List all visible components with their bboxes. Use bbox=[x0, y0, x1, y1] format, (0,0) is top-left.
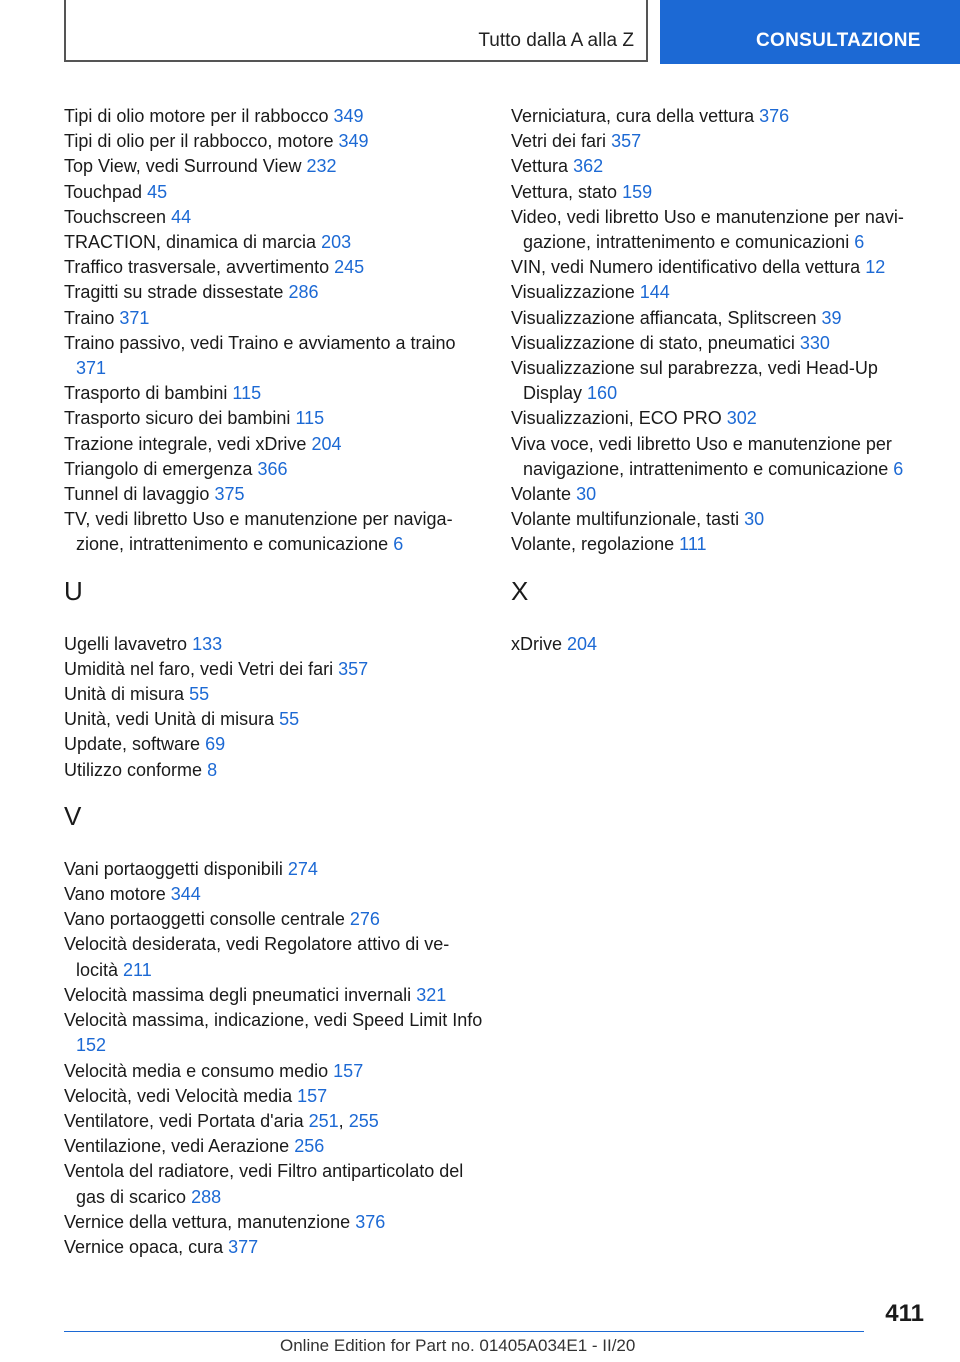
index-entry bbox=[511, 255, 931, 280]
page-reference-link[interactable]: 371 bbox=[119, 307, 150, 328]
index-entry bbox=[511, 306, 931, 331]
header-title: Tutto dalla A alla Z bbox=[478, 30, 634, 51]
index-entry bbox=[64, 882, 484, 907]
index-entry-text: Triangolo di emergenza bbox=[64, 458, 253, 479]
index-entry bbox=[511, 129, 931, 154]
page-reference-link[interactable]: 362 bbox=[573, 156, 604, 177]
index-entry bbox=[511, 205, 931, 255]
page-reference-link[interactable]: 111 bbox=[679, 534, 707, 555]
page-reference-link[interactable]: 8 bbox=[207, 759, 218, 780]
page-reference-link[interactable]: 357 bbox=[611, 131, 642, 152]
index-entry bbox=[64, 1159, 484, 1209]
index-entry bbox=[64, 180, 484, 205]
index-entry-text: Trasporto di bambini bbox=[64, 383, 228, 404]
index-entry bbox=[64, 129, 484, 154]
index-entry-text: Ventola del radiatore, vedi Filtro antiparticolato del gas di scarico bbox=[64, 1161, 464, 1207]
index-entry-text: xDrive bbox=[511, 633, 563, 654]
page-reference-link[interactable]: 204 bbox=[311, 433, 342, 454]
page-separator: , bbox=[338, 1110, 344, 1131]
page-reference-link[interactable]: 376 bbox=[759, 106, 790, 126]
page-reference-link[interactable]: 255 bbox=[348, 1110, 379, 1131]
index-entry bbox=[64, 507, 484, 557]
index-letter-heading: U bbox=[64, 575, 83, 606]
header-section-tab bbox=[660, 0, 960, 64]
index-entry bbox=[64, 381, 484, 406]
index-entry-text: Vani portaoggetti disponibili bbox=[64, 858, 283, 879]
index-entry bbox=[64, 657, 484, 682]
index-entry-text: Vano motore bbox=[64, 884, 166, 905]
page-reference-link[interactable]: 152 bbox=[76, 1035, 107, 1056]
page-reference-link[interactable]: 349 bbox=[333, 106, 364, 126]
page-reference-link[interactable]: 159 bbox=[622, 181, 653, 202]
page-reference-link[interactable]: 274 bbox=[287, 858, 318, 879]
page-reference-link[interactable]: 251 bbox=[308, 1110, 339, 1131]
index-entry-text: TV, vedi libretto Uso e manutenzione per navigazione, intrattenimento e comunicazione bbox=[64, 509, 453, 555]
index-entry bbox=[64, 932, 484, 982]
index-entry-text: Traino bbox=[64, 307, 115, 328]
page-reference-link[interactable]: 6 bbox=[393, 534, 404, 555]
index-entry bbox=[511, 356, 931, 406]
index-entry bbox=[64, 632, 484, 657]
index-entry bbox=[64, 857, 484, 882]
header-section-label: CONSULTAZIONE bbox=[756, 30, 921, 51]
page-reference-link[interactable]: 288 bbox=[191, 1186, 222, 1207]
page-reference-link[interactable]: 376 bbox=[355, 1211, 386, 1232]
index-entry-text: Velocità media e consumo medio bbox=[64, 1060, 329, 1081]
page-reference-link[interactable]: 245 bbox=[334, 257, 365, 278]
index-entry-text: Traino passivo, vedi Traino e avviamento a traino bbox=[64, 332, 456, 353]
page-reference-link[interactable]: 39 bbox=[821, 307, 842, 328]
page-reference-link[interactable]: 204 bbox=[567, 633, 598, 654]
page-reference-link[interactable]: 55 bbox=[189, 684, 210, 705]
index-entry-text: Viva voce, vedi libretto Uso e manutenzione per navigazione, intrattenimento e comunicazione bbox=[511, 433, 892, 479]
page-reference-link[interactable]: 276 bbox=[349, 909, 380, 930]
page-reference-link[interactable]: 375 bbox=[214, 484, 245, 505]
index-entry-text: Visualizzazione di stato, pneumatici bbox=[511, 332, 795, 353]
index-entry-text: Visualizzazioni, ECO PRO bbox=[511, 408, 722, 429]
index-entry bbox=[64, 306, 484, 331]
page-reference-link[interactable]: 115 bbox=[295, 408, 325, 429]
page-reference-link[interactable]: 377 bbox=[228, 1236, 259, 1257]
page-reference-link[interactable]: 330 bbox=[799, 332, 830, 353]
index-entry-text: Unità, vedi Unità di misura bbox=[64, 709, 275, 730]
index-entry bbox=[64, 983, 484, 1008]
index-entry-text: Update, software bbox=[64, 734, 201, 755]
index-entry-text: Volante multifunzionale, tasti bbox=[511, 509, 740, 530]
page-reference-link[interactable]: 30 bbox=[744, 509, 765, 530]
index-entry-text: Trasporto sicuro dei bambini bbox=[64, 408, 291, 429]
index-entry-text: Umidità nel faro, vedi Vetri dei fari bbox=[64, 658, 334, 679]
index-entry bbox=[64, 432, 484, 457]
index-entry bbox=[64, 104, 484, 129]
index-entry-text: Top View, vedi Surround View bbox=[64, 156, 302, 177]
page-number: 411 bbox=[885, 1300, 924, 1327]
index-entry-text: Tunnel di lavaggio bbox=[64, 484, 210, 505]
index-column-right bbox=[511, 104, 931, 657]
page-reference-link[interactable]: 321 bbox=[416, 984, 447, 1005]
page-reference-link[interactable]: 211 bbox=[123, 959, 152, 980]
index-entry-text: Tragitti su strade dissestate bbox=[64, 282, 284, 303]
index-entry bbox=[511, 280, 931, 305]
index-entry-text: Vettura, stato bbox=[511, 181, 618, 202]
page-reference-link[interactable]: 357 bbox=[338, 658, 369, 679]
page-reference-link[interactable]: 344 bbox=[170, 884, 201, 905]
index-entry bbox=[64, 1134, 484, 1159]
page-reference-link[interactable]: 232 bbox=[306, 156, 337, 177]
index-entry bbox=[64, 205, 484, 230]
index-entry bbox=[64, 758, 484, 783]
page-reference-link[interactable]: 160 bbox=[587, 383, 618, 404]
page-reference-link[interactable]: 157 bbox=[297, 1085, 328, 1106]
page-reference-link[interactable]: 55 bbox=[279, 709, 300, 730]
index-entry-text: Ventilatore, vedi Portata d'aria bbox=[64, 1110, 304, 1131]
page-reference-link[interactable]: 6 bbox=[854, 232, 865, 253]
index-entry bbox=[64, 280, 484, 305]
page-reference-link[interactable]: 286 bbox=[288, 282, 319, 303]
page-reference-link[interactable]: 157 bbox=[333, 1060, 364, 1081]
index-letter-heading: X bbox=[511, 575, 529, 606]
index-entry-text: Verniciatura, cura della vettura bbox=[511, 106, 755, 126]
index-entry-text: Unità di misura bbox=[64, 684, 185, 705]
index-entry-text: Visualizzazione bbox=[511, 282, 635, 303]
page-reference-link[interactable]: 371 bbox=[76, 358, 107, 379]
index-entry bbox=[64, 331, 484, 381]
index-entry-text: Touchscreen bbox=[64, 206, 167, 227]
index-letter-heading: V bbox=[64, 800, 82, 831]
index-entry bbox=[511, 154, 931, 179]
page-reference-link[interactable]: 44 bbox=[171, 206, 192, 227]
index-entry-text: Velocità massima degli pneumatici invernali bbox=[64, 984, 412, 1005]
index-entry bbox=[64, 482, 484, 507]
index-entry-text: Ugelli lavavetro bbox=[64, 633, 188, 654]
index-entry-text: Velocità, vedi Velocità media bbox=[64, 1085, 293, 1106]
index-entry-text: Visualizzazione sul parabrezza, vedi Head-Up Display bbox=[511, 358, 878, 404]
page-reference-link[interactable]: 256 bbox=[294, 1136, 325, 1157]
page-reference-link[interactable]: 144 bbox=[639, 282, 670, 303]
index-entry-text: Video, vedi libretto Uso e manutenzione per navigazione, intrattenimento e comunicazioni bbox=[511, 206, 904, 253]
index-entry bbox=[511, 104, 931, 129]
index-entry bbox=[64, 707, 484, 732]
page-reference-link[interactable]: 45 bbox=[147, 181, 168, 202]
page-reference-link[interactable]: 115 bbox=[232, 383, 262, 404]
index-entry-text: TRACTION, dinamica di marcia bbox=[64, 232, 317, 253]
index-entry bbox=[64, 1084, 484, 1109]
index-entry-text: Vernice della vettura, manutenzione bbox=[64, 1211, 351, 1232]
index-entry-text: Velocità desiderata, vedi Regolatore attivo di velocità bbox=[64, 934, 450, 980]
index-entry-text: Touchpad bbox=[64, 181, 143, 202]
header-title-box bbox=[64, 0, 648, 62]
index-entry bbox=[64, 1008, 484, 1058]
index-entry-text: VIN, vedi Numero identificativo della vettura bbox=[511, 257, 861, 278]
index-entry bbox=[511, 632, 931, 657]
page-reference-link[interactable]: 203 bbox=[321, 232, 352, 253]
page-reference-link[interactable]: 12 bbox=[865, 257, 886, 278]
page-reference-link[interactable]: 30 bbox=[576, 484, 597, 505]
index-entry-text: Visualizzazione affiancata, Splitscreen bbox=[511, 307, 817, 328]
page-reference-link[interactable]: 69 bbox=[205, 734, 226, 755]
index-entry-text: Trazione integrale, vedi xDrive bbox=[64, 433, 307, 454]
page-reference-link[interactable]: 302 bbox=[726, 408, 757, 429]
index-entry bbox=[64, 1109, 484, 1134]
index-entry bbox=[64, 154, 484, 179]
index-entry bbox=[64, 255, 484, 280]
index-entry bbox=[511, 432, 931, 482]
index-entry-text: Vettura bbox=[511, 156, 569, 177]
index-entry bbox=[64, 230, 484, 255]
page-reference-link[interactable]: 366 bbox=[257, 458, 288, 479]
index-entry-text: Volante, regolazione bbox=[511, 534, 675, 555]
index-column-left bbox=[64, 104, 484, 1260]
index-entry bbox=[511, 180, 931, 205]
index-entry-text: Velocità massima, indicazione, vedi Speed Limit Info bbox=[64, 1010, 483, 1031]
index-entry-text: Utilizzo conforme bbox=[64, 759, 203, 780]
index-entry-text: Traffico trasversale, avvertimento bbox=[64, 257, 330, 278]
index-entry-text: Vernice opaca, cura bbox=[64, 1236, 224, 1257]
index-entry-text: Tipi di olio per il rabbocco, motore bbox=[64, 131, 334, 152]
index-entry bbox=[511, 507, 931, 532]
index-entry bbox=[64, 1235, 484, 1260]
index-entry bbox=[64, 406, 484, 431]
footer-edition-text: Online Edition for Part no. 01405A034E1 - II/20 bbox=[280, 1336, 636, 1355]
index-entry bbox=[511, 532, 931, 557]
index-entry bbox=[64, 1059, 484, 1084]
index-entry-text: Vano portaoggetti consolle centrale bbox=[64, 909, 345, 930]
index-entry bbox=[64, 682, 484, 707]
index-entry bbox=[64, 732, 484, 757]
index-entry bbox=[64, 1210, 484, 1235]
page-reference-link[interactable]: 6 bbox=[893, 458, 904, 479]
page-reference-link[interactable]: 133 bbox=[192, 633, 223, 654]
index-entry bbox=[511, 406, 931, 431]
index-entry bbox=[511, 482, 931, 507]
index-entry bbox=[64, 457, 484, 482]
footer-divider bbox=[64, 1331, 864, 1332]
index-entry bbox=[511, 331, 931, 356]
index-entry-text: Ventilazione, vedi Aerazione bbox=[64, 1136, 290, 1157]
index-entry-text: Tipi di olio motore per il rabbocco bbox=[64, 106, 329, 126]
index-entry-text: Volante bbox=[511, 484, 572, 505]
index-entry-text: Vetri dei fari bbox=[511, 131, 607, 152]
page-reference-link[interactable]: 349 bbox=[338, 131, 369, 152]
index-entry bbox=[64, 907, 484, 932]
